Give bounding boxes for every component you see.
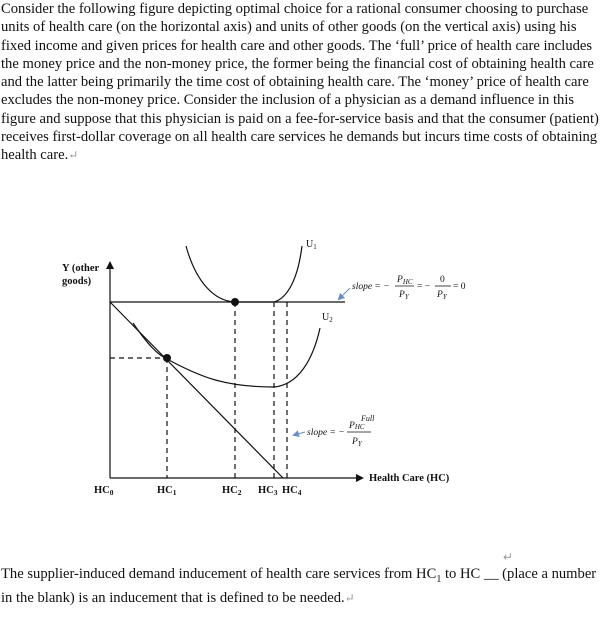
slope-top-num2: 0 xyxy=(440,275,445,285)
blank-line-return-mark: ↵ xyxy=(503,550,514,564)
question-text: The supplier-induced demand inducement of health care services from HC xyxy=(1,566,437,582)
tick-hc1: HC1 xyxy=(157,485,177,497)
question-return-mark: ↵ xyxy=(344,591,355,606)
slope-annotation-bottom xyxy=(294,414,375,448)
budget-line-full-price xyxy=(110,302,283,478)
slope-bottom-prefix: slope = − xyxy=(307,428,345,438)
y-axis-label-line1: Y (other xyxy=(62,263,100,274)
question-text2: to HC _ xyxy=(441,566,492,582)
return-mark: ↵ xyxy=(68,148,79,163)
u1-label: $U_1$ xyxy=(306,239,317,251)
slope-bottom-num: PHC xyxy=(349,421,365,431)
tick-hc4: HC4 xyxy=(282,485,302,497)
tick-hc3: HC3 xyxy=(258,485,278,497)
slope-top-den2: $P_Y$ xyxy=(437,290,447,301)
slope-top-pointer xyxy=(339,288,350,299)
question-from-sub: 1 xyxy=(436,573,442,585)
x-axis-label: Health Care (HC) xyxy=(369,473,450,484)
slope-top-result: = 0 xyxy=(453,282,466,292)
slope-annotation-top xyxy=(339,275,466,301)
optimum-point-hc1 xyxy=(163,354,171,362)
slope-bottom-den: $P_Y$ xyxy=(352,437,362,448)
intro-text: Consider the following figure depicting optimal choice for a rational consumer choosing to purchase units of health care (on the horizontal axis) and units of other goods (on the vertical axis) using his fixed income and given prices for health care and other goods. The ‘full’ price of health care includes the money price and the non-money price, the former being the financial cost of obtaining health care and the latter being primarily the time cost of obtaining health care. The ‘money’ price of health care excludes the non-money price. Consider the inclusion of a physician as a demand influence in this figure and suppose that this physician is paid on a fee-for-service basis and that the consumer (patient) receives first-dollar coverage on all health care services he demands but incurs time costs of obtaining health care. xyxy=(1,1,599,164)
optimum-point-hc2 xyxy=(231,298,239,306)
u2-label: $U_2$ xyxy=(322,312,333,324)
slope-top-mid: = − xyxy=(417,282,431,292)
slope-top-num: $P_{HC}$ xyxy=(397,275,413,286)
slope-top-den: $P_Y$ xyxy=(399,290,409,301)
slope-bottom-num-sup: Full xyxy=(361,414,375,423)
y-axis-label-line2: goods) xyxy=(62,276,92,287)
slope-top-prefix: slope = − xyxy=(352,282,390,292)
question-paragraph xyxy=(1,565,599,608)
slope-bottom-pointer xyxy=(294,432,305,435)
tick-hc2: HC2 xyxy=(222,485,242,497)
tick-hc0: HC0 xyxy=(94,485,114,497)
indifference-curve-u1 xyxy=(186,246,302,302)
question-text3: _ (place a number in the blank) is an inducement that is defined to be needed. xyxy=(1,566,597,607)
indifference-curve-u2 xyxy=(133,323,320,387)
